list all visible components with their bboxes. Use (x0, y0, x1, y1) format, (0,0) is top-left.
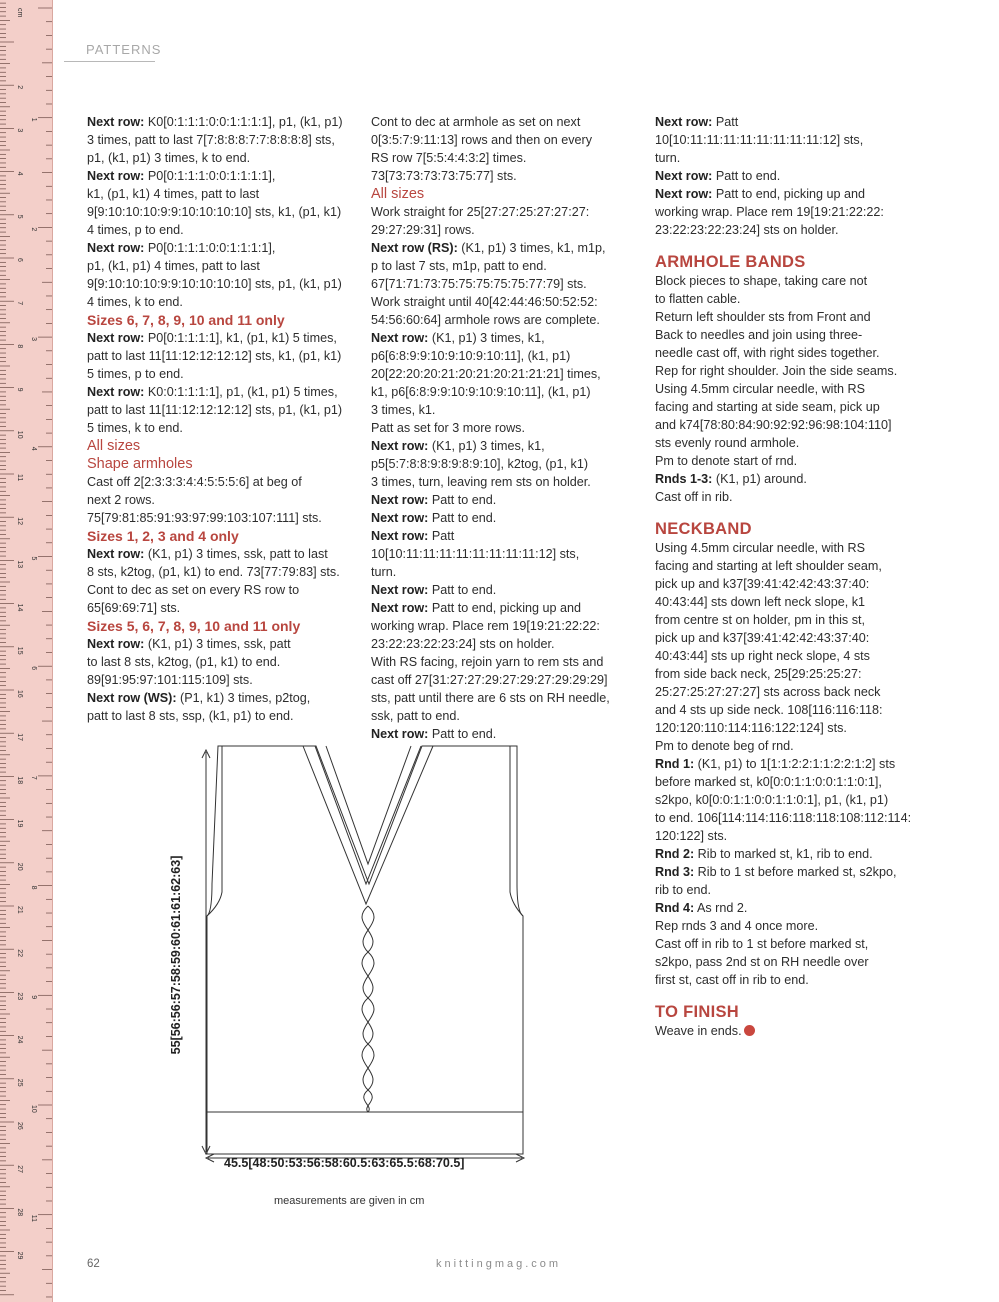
ruler-cm-label: 4 (16, 171, 23, 176)
instruction: Rnd 4: As rnd 2. Rep rnds 3 and 4 once more. Cast off in rib to 1 st before marked st, s2kpo, pass 2nd st on RH needle over first st, cast off in rib to end. (655, 901, 869, 987)
instruction: Next row: K0[0:1:1:1:0:0:1:1:1:1], p1, (k1, p1) 3 times, patt to last 7[7:8:8:8:7:7:8:8:8:8] sts, p1, (k1, p1) 3 times, k to end. (87, 115, 343, 165)
ruler-inch-label: 2 (30, 227, 37, 232)
ruler-cm-label: 2 (16, 85, 23, 90)
ruler-cm-label: 29 (16, 1251, 23, 1260)
instruction: Next row: Patt to end. (371, 727, 497, 741)
ruler-cm-label: 12 (16, 517, 23, 525)
ruler-cm-label: 28 (16, 1208, 23, 1217)
ruler-cm-label: 9 (16, 387, 23, 392)
ruler-cm-label: 22 (16, 949, 23, 957)
instruction: Next row: Patt to end, picking up and working wrap. Place rem 19[19:21:22:22: 23:22:23:22:23:24] sts on holder. (655, 187, 884, 237)
ruler-ticks (0, 0, 52, 1302)
vest-schematic (169, 734, 546, 1184)
subheading: All sizes (371, 186, 425, 202)
ruler-cm-label: 24 (16, 1035, 23, 1044)
ruler-inch-label: 11 (30, 1214, 37, 1222)
ruler-cm-label: 25 (16, 1078, 23, 1087)
instruction: Cast off 2[2:3:3:3:4:4:5:5:5:6] at beg of next 2 rows. 75[79:81:85:91:93:97:99:103:107:111] sts. (87, 475, 322, 525)
section-heading-armhole-bands: ARMHOLE BANDS (655, 253, 806, 271)
ruler-inch-label: 5 (30, 556, 37, 561)
instruction: Next row: (K1, p1) 3 times, ssk, patt to last 8 sts, k2tog, (p1, k1) to end. 89[91:95:97:101:115:109] sts. (87, 637, 291, 687)
instruction: Using 4.5mm circular needle, with RS facing and starting at left shoulder seam, pick up and k37[39:41:42:42:43:37:40: 40:43:44] sts down left neck slope, k1 from centre st on holder, pm in this st, pick up and k37[39:41:42:42:43:37:40: 40:43:44] sts up right neck slope, 4 sts from side back neck, 25[29:25:25:27: 25:27:25:27:27:27] sts across back neck and 4 sts up side neck. 108[116:116:118: 120:120:110:114:116:122:124] sts. Pm to denote beg of rnd. (655, 541, 883, 753)
ruler-cm-label: 19 (16, 819, 23, 828)
subheading: Shape armholes (87, 456, 193, 472)
instruction: Next row: P0[0:1:1:1:1], k1, (p1, k1) 5 times, patt to last 11[11:12:12:12:12] sts, k1, (p1, k1) 5 times, p to end. (87, 331, 342, 381)
ruler-cm-label: 10 (16, 430, 23, 439)
instruction: Rnd 3: Rib to 1 st before marked st, s2kpo, rib to end. (655, 865, 897, 897)
ruler-cm-label: 18 (16, 776, 23, 785)
ruler-inch-label: 7 (30, 775, 37, 780)
ruler-cm-label: 5 (16, 214, 23, 219)
instruction: Work straight for 25[27:27:25:27:27:27: 29:27:29:31] rows. (371, 205, 590, 237)
ruler-cm-label: 16 (16, 690, 23, 698)
section-header: PATTERNS (86, 42, 162, 57)
ruler-inch-label: 10 (30, 1105, 37, 1113)
section-heading-neckband: NECKBAND (655, 520, 752, 538)
instruction: Next row: Patt to end. (371, 511, 497, 525)
ruler-inch-label: 1 (30, 117, 37, 122)
subheading: Sizes 1, 2, 3 and 4 only (87, 528, 239, 544)
ruler-cm-label: 11 (16, 474, 23, 482)
ruler-cm-label: 20 (16, 862, 23, 871)
ruler-strip (0, 0, 53, 1302)
section-heading-to-finish: TO FINISH (655, 1003, 739, 1021)
vest-outline (176, 734, 546, 1184)
ruler-cm-label: 6 (16, 258, 23, 262)
instruction: Next row: Patt 10[10:11:11:11:11:11:11:11:11:12] sts, turn. (371, 529, 580, 579)
ruler-cm-label: 17 (16, 733, 23, 741)
subheading: Sizes 6, 7, 8, 9, 10 and 11 only (87, 312, 285, 328)
instruction: Weave in ends. (655, 1022, 917, 1040)
instruction: Next row: Patt to end, picking up and working wrap. Place rem 19[19:21:22:22: 23:22:23:22:23:24] sts on holder. With RS facing, rejoin yarn to rem sts and cast off 27[31:27:27:29:27:29:27:29:29:29] sts, patt until there are 6 sts on RH needle, ssk, patt to end. (371, 601, 610, 723)
instruction: Next row: Patt 10[10:11:11:11:11:11:11:11:11:12] sts, turn. (655, 115, 864, 165)
column-1 (87, 113, 355, 725)
instruction: Next row: P0[0:1:1:1:0:0:1:1:1:1], k1, (p1, k1) 4 times, patt to last 9[9:10:10:10:9:9:10:10:10:10] sts, k1, (p1, k1) 4 times, p to end. (87, 169, 342, 237)
ruler-cm-label: 27 (16, 1165, 23, 1173)
ruler-inch-label: 3 (30, 337, 37, 342)
ruler-cm-label: 14 (16, 603, 23, 612)
subheading: Sizes 5, 6, 7, 8, 9, 10 and 11 only (87, 618, 301, 634)
ruler-cm-label: 26 (16, 1122, 23, 1130)
instruction: Next row: (K1, p1) 3 times, k1, p6[6:8:9:9:10:9:10:9:10:11], (k1, p1) 20[22:20:20:21:20:21:20:21:21:21] times, k1, p6[6:8:9:9:10:9:10:9:10:11], (k1, p1) 3 times, k1. Patt as set for 3 more rows. (371, 331, 601, 435)
footer-site: knittingmag.com (436, 1258, 562, 1270)
diagram-caption: measurements are given in cm (274, 1195, 425, 1207)
yarn-ball-icon (744, 1025, 755, 1036)
instruction: Next row (WS): (P1, k1) 3 times, p2tog, patt to last 8 sts, ssp, (k1, p1) to end. (87, 691, 311, 723)
header-divider (64, 61, 155, 62)
ruler-cm-label: 7 (16, 301, 23, 306)
ruler-cm-label: 13 (16, 560, 23, 569)
ruler-inch-label: 4 (30, 446, 37, 451)
ruler-cm-label: 3 (16, 128, 23, 133)
instruction: Next row: Patt to end. (371, 493, 497, 507)
width-measurement-label: 45.5[48:50:53:56:58:60.5:63:65.5:68:70.5] (224, 1156, 465, 1170)
instruction: Next row: Patt to end. (371, 583, 497, 597)
instruction: Rnds 1-3: (K1, p1) around. Cast off in rib. (655, 472, 807, 504)
instruction: Cont to dec at armhole as set on next 0[3:5:7:9:11:13] rows and then on every RS row 7[5:5:4:4:3:2] times. 73[73:73:73:73:75:77] sts. (371, 115, 593, 183)
height-measurement-label: 55[56:56:57:58:59:60:61:61:62:63] (169, 855, 183, 1055)
subheading: All sizes (87, 438, 141, 454)
column-2 (371, 113, 633, 743)
instruction: Next row: Patt to end. (655, 169, 781, 183)
instruction: Block pieces to shape, taking care not to flatten cable. Return left shoulder sts from Front and Back to needles and join using three- needle cast off, with right sides together. Rep for right shoulder. Join the side seams. Using 4.5mm circular needle, with RS facing and starting at side seam, pick up and k74[78:80:84:90:92:92:96:98:104:110] sts evenly round armhole. Pm to denote start of rnd. (655, 274, 898, 468)
instruction: Next row (RS): (K1, p1) 3 times, k1, m1p, p to last 7 sts, m1p, patt to end. 67[71:71:73:75:75:75:75:75:77:79] sts. Work straight until 40[42:44:46:50:52:52: 54:56:60:64] armhole rows are complete. (371, 241, 606, 327)
instruction: Next row: (K1, p1) 3 times, k1, p5[5:7:8:8:9:8:9:8:9:10], k2tog, (p1, k1) 3 times, turn, leaving rem sts on holder. (371, 439, 591, 489)
instruction: Rnd 1: (K1, p1) to 1[1:1:2:2:1:1:2:2:1:2] sts before marked st, k0[0:0:1:1:0:0:1:1:0:1], s2kpo, k0[0:0:1:1:0:0:1:1:0:1], p1, (k1, p1) to end. 106[114:114:116:118:118:108:112:114: 120:122] sts. (655, 757, 912, 843)
ruler-cm-label: 15 (16, 646, 23, 655)
ruler-cm-label: 8 (16, 344, 23, 349)
ruler-inch-label: 8 (30, 885, 37, 890)
ruler-inch-label: 9 (30, 995, 37, 1000)
instruction: Next row: (K1, p1) 3 times, ssk, patt to last 8 sts, k2tog, (p1, k1) to end. 73[77:79:83] sts. Cont to dec as set on every RS row to 65[69:69:71] sts. (87, 547, 340, 615)
instruction: Next row: K0:0:1:1:1:1], p1, (k1, p1) 5 times, patt to last 11[11:12:12:12:12] sts, p1, (k1, p1) 5 times, k to end. (87, 385, 343, 435)
column-3 (655, 113, 917, 1040)
page-number: 62 (87, 1258, 100, 1270)
instruction: Rnd 2: Rib to marked st, k1, rib to end. (655, 847, 873, 861)
ruler-cm-label: 21 (16, 906, 23, 914)
ruler-unit-label: cm (16, 8, 23, 18)
instruction: Next row: P0[0:1:1:1:0:0:1:1:1:1], p1, (k1, p1) 4 times, patt to last 9[9:10:10:10:9:9:10:10:10:10] sts, p1, (k1, p1) 4 times, k to end. (87, 241, 342, 309)
ruler-inch-label: 6 (30, 666, 37, 671)
ruler-cm-label: 23 (16, 992, 23, 1001)
